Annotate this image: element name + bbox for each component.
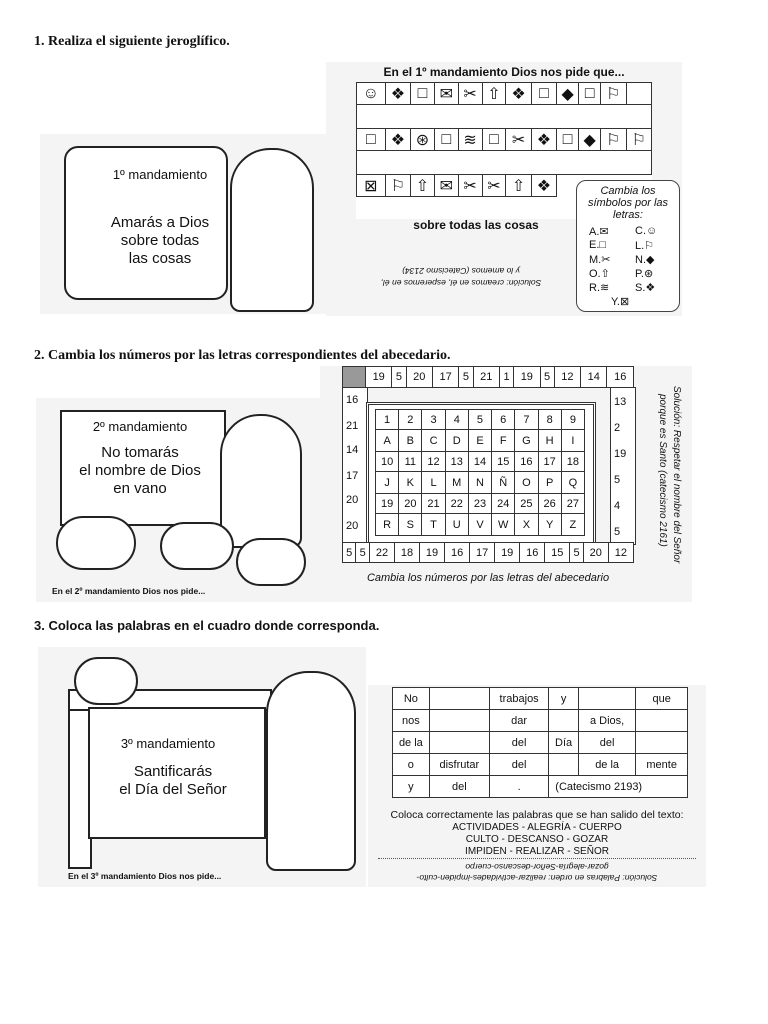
table-cell: 27 bbox=[561, 494, 584, 514]
table-cell: ⚐ bbox=[601, 129, 626, 151]
card-line: Santificarás bbox=[133, 763, 213, 780]
table-cell: disfrutar bbox=[429, 754, 489, 776]
table-cell: 12 bbox=[422, 452, 445, 472]
table-cell: que bbox=[636, 688, 688, 710]
top-number-row bbox=[342, 366, 634, 388]
table-cell: 14 bbox=[468, 452, 491, 472]
table-cell: ✂ bbox=[506, 129, 531, 151]
table-cell: W bbox=[492, 514, 515, 536]
table-cell: ❖ bbox=[506, 83, 531, 105]
table-cell: 5 bbox=[356, 543, 369, 563]
table-cell: ⇧ bbox=[411, 175, 435, 197]
table-cell: J bbox=[376, 472, 399, 494]
cell: 17 bbox=[346, 470, 359, 482]
table-cell: 15 bbox=[492, 452, 515, 472]
table-cell: del bbox=[429, 776, 489, 798]
card-title: 1º mandamiento bbox=[112, 167, 208, 182]
commandment2-card bbox=[36, 398, 320, 602]
table-cell: 12 bbox=[608, 543, 633, 563]
table-cell: 26 bbox=[538, 494, 561, 514]
table-cell bbox=[429, 688, 489, 710]
solution-line: Solución: Palabras en orden: realizar-actividades-impiden-culto- bbox=[416, 873, 658, 883]
table-cell: ⚐ bbox=[601, 83, 626, 105]
table-cell: 5 bbox=[392, 367, 406, 388]
table-cell: C bbox=[422, 430, 445, 452]
table-cell: del bbox=[489, 732, 548, 754]
solution-line: gozar-alegría-Señor-descanso-cuerpo bbox=[465, 862, 609, 872]
table-cell: del bbox=[489, 754, 548, 776]
table-cell: L bbox=[422, 472, 445, 494]
table-cell: 8 bbox=[538, 410, 561, 430]
table-cell: □ bbox=[482, 129, 506, 151]
puzzle-footer: Cambia los números por las letras del abecedario bbox=[366, 572, 610, 584]
table-cell: A bbox=[376, 430, 399, 452]
legend-item: M.✂ bbox=[589, 254, 611, 266]
table-cell: 16 bbox=[515, 452, 538, 472]
legend-item: N.◆ bbox=[635, 254, 655, 266]
section1-heading: 1. Realiza el siguiente jeroglífico. bbox=[34, 34, 230, 49]
cell: 16 bbox=[346, 394, 359, 406]
table-cell bbox=[549, 754, 579, 776]
alphabet-key-table bbox=[375, 409, 585, 536]
table-cell: V bbox=[468, 514, 491, 536]
table-cell: 1 bbox=[499, 367, 513, 388]
table-cell: ❖ bbox=[531, 129, 556, 151]
table-cell: ◆ bbox=[557, 83, 579, 105]
table-cell: 5 bbox=[540, 367, 554, 388]
table-cell: Z bbox=[561, 514, 584, 536]
table-cell: 18 bbox=[561, 452, 584, 472]
divider bbox=[378, 858, 696, 859]
solution-line: Solución: Respetar el nombre del Señor bbox=[671, 386, 682, 564]
commandment1-card bbox=[40, 134, 327, 314]
table-cell bbox=[343, 367, 366, 388]
word-puzzle bbox=[368, 685, 706, 887]
table-cell: . bbox=[489, 776, 548, 798]
legend-title: Cambia los símbolos por las letras: bbox=[587, 185, 669, 221]
table-cell: (Catecismo 2193) bbox=[549, 776, 688, 798]
table-cell: ✂ bbox=[458, 83, 482, 105]
card-caption: En el 3º mandamiento Dios nos pide... bbox=[68, 871, 222, 881]
table-cell: dar bbox=[489, 710, 548, 732]
table-cell: 23 bbox=[468, 494, 491, 514]
table-cell: ☺ bbox=[357, 83, 386, 105]
left-number-column bbox=[342, 387, 368, 545]
table-cell: 17 bbox=[470, 543, 495, 563]
table-cell: ⚐ bbox=[626, 129, 651, 151]
table-cell: nos bbox=[393, 710, 430, 732]
hieroglyph-puzzle bbox=[326, 62, 682, 316]
card-title: 2º mandamiento bbox=[92, 419, 188, 434]
table-cell bbox=[636, 732, 688, 754]
boy-illustration bbox=[266, 671, 356, 871]
table-cell: 24 bbox=[492, 494, 515, 514]
table-cell: 5 bbox=[459, 367, 473, 388]
table-cell: D bbox=[445, 430, 468, 452]
legend-item: R.≋ bbox=[589, 282, 610, 294]
sheep-illustration bbox=[56, 516, 136, 570]
card-line: sobre todas bbox=[120, 232, 200, 249]
table-cell: o bbox=[393, 754, 430, 776]
table-cell: y bbox=[393, 776, 430, 798]
table-cell: 21 bbox=[422, 494, 445, 514]
table-cell: 9 bbox=[561, 410, 584, 430]
table-cell: 16 bbox=[607, 367, 634, 388]
table-cell: ◆ bbox=[579, 129, 601, 151]
table-cell: F bbox=[492, 430, 515, 452]
table-cell: 22 bbox=[369, 543, 394, 563]
number-puzzle bbox=[320, 366, 692, 602]
card-line: Amarás a Dios bbox=[110, 214, 210, 231]
table-cell: O bbox=[515, 472, 538, 494]
table-cell: T bbox=[422, 514, 445, 536]
instruction: Coloca correctamente las palabras que se han salido del texto: bbox=[390, 809, 684, 821]
table-cell: P bbox=[538, 472, 561, 494]
table-cell: 20 bbox=[406, 367, 432, 388]
table-cell: ⊛ bbox=[411, 129, 435, 151]
table-cell: R bbox=[376, 514, 399, 536]
card-line: el nombre de Dios bbox=[79, 462, 201, 479]
table-cell: 19 bbox=[366, 367, 392, 388]
table-cell bbox=[549, 710, 579, 732]
table-cell: a Dios, bbox=[578, 710, 636, 732]
cell: 20 bbox=[346, 494, 359, 506]
table-cell: 6 bbox=[492, 410, 515, 430]
table-cell: 1 bbox=[376, 410, 399, 430]
table-cell: ❖ bbox=[385, 129, 410, 151]
table-cell: 11 bbox=[399, 452, 422, 472]
bottom-number-row bbox=[342, 542, 634, 563]
commandment3-card bbox=[38, 647, 366, 887]
table-cell: 3 bbox=[422, 410, 445, 430]
table-cell: U bbox=[445, 514, 468, 536]
word-list-line: IMPIDEN - REALIZAR - SEÑOR bbox=[465, 846, 609, 857]
rooster-illustration bbox=[74, 657, 138, 705]
table-cell: trabajos bbox=[489, 688, 548, 710]
solution-line: porque es Santo (catecismo 2161) bbox=[657, 394, 668, 547]
table-cell: y bbox=[549, 688, 579, 710]
table-cell: ⇧ bbox=[506, 175, 531, 197]
table-cell: H bbox=[538, 430, 561, 452]
legend-item: P.⊛ bbox=[635, 268, 654, 280]
table-cell: ✂ bbox=[458, 175, 482, 197]
table-cell: M bbox=[445, 472, 468, 494]
table-cell: B bbox=[399, 430, 422, 452]
table-cell: 18 bbox=[394, 543, 419, 563]
table-cell: Ñ bbox=[492, 472, 515, 494]
boy-illustration bbox=[230, 148, 314, 312]
table-cell: No bbox=[393, 688, 430, 710]
table-cell: 17 bbox=[538, 452, 561, 472]
cell: 2 bbox=[614, 422, 621, 434]
table-cell: □ bbox=[557, 129, 579, 151]
cell: 5 bbox=[614, 526, 621, 538]
table-cell: N bbox=[468, 472, 491, 494]
word-list-line: ACTIVIDADES - ALEGRÍA - CUERPO bbox=[452, 822, 622, 833]
table-cell: de la bbox=[393, 732, 430, 754]
table-cell: 5 bbox=[570, 543, 583, 563]
table-cell: 7 bbox=[515, 410, 538, 430]
word-list-line: CULTO - DESCANSO - GOZAR bbox=[465, 834, 609, 845]
card-line: el Día del Señor bbox=[119, 781, 227, 798]
table-cell: Q bbox=[561, 472, 584, 494]
table-cell: ⇧ bbox=[482, 83, 506, 105]
table-cell: □ bbox=[531, 83, 556, 105]
table-cell bbox=[626, 83, 651, 105]
section3-heading: 3. Coloca las palabras en el cuadro donde corresponda. bbox=[34, 618, 380, 633]
table-cell: 16 bbox=[445, 543, 470, 563]
table-cell bbox=[357, 151, 652, 175]
cell: 20 bbox=[346, 520, 359, 532]
table-cell: de la bbox=[578, 754, 636, 776]
legend-item: Y.⊠ bbox=[611, 296, 630, 308]
puzzle-title: En el 1º mandamiento Dios nos pide que... bbox=[383, 65, 625, 79]
table-cell: Y bbox=[538, 514, 561, 536]
cell: 19 bbox=[614, 448, 627, 460]
table-cell: I bbox=[561, 430, 584, 452]
legend-item: A.✉ bbox=[589, 226, 609, 238]
card-line: en vano bbox=[113, 480, 167, 497]
table-cell: ✉ bbox=[434, 175, 458, 197]
boy-illustration bbox=[220, 414, 302, 548]
table-cell: ❖ bbox=[385, 83, 410, 105]
table-cell: 17 bbox=[432, 367, 458, 388]
table-cell: 19 bbox=[514, 367, 540, 388]
legend-item: L.⚐ bbox=[635, 240, 655, 252]
table-cell: □ bbox=[434, 129, 458, 151]
legend-item: E.□ bbox=[589, 239, 607, 251]
table-cell: X bbox=[515, 514, 538, 536]
table-cell: 10 bbox=[376, 452, 399, 472]
table-cell: 13 bbox=[445, 452, 468, 472]
puzzle-footer: sobre todas las cosas bbox=[413, 218, 539, 232]
legend-item: O.⇧ bbox=[589, 268, 610, 280]
cell: 5 bbox=[614, 474, 621, 486]
table-cell: 19 bbox=[376, 494, 399, 514]
table-cell: 25 bbox=[515, 494, 538, 514]
alphabet-key bbox=[366, 402, 596, 546]
sheep-illustration bbox=[236, 538, 306, 586]
legend-item: S.❖ bbox=[635, 282, 656, 294]
table-cell: 5 bbox=[343, 543, 356, 563]
card-line: No tomarás bbox=[101, 444, 179, 461]
table-cell: 20 bbox=[399, 494, 422, 514]
table-cell: E bbox=[468, 430, 491, 452]
table-cell: 21 bbox=[473, 367, 499, 388]
table-cell: 2 bbox=[399, 410, 422, 430]
symbol-legend bbox=[576, 180, 680, 312]
table-cell: 15 bbox=[545, 543, 570, 563]
table-cell: G bbox=[515, 430, 538, 452]
table-cell: □ bbox=[411, 83, 435, 105]
table-cell: 14 bbox=[581, 367, 607, 388]
table-cell: 4 bbox=[445, 410, 468, 430]
table-cell: 20 bbox=[583, 543, 608, 563]
table-cell: mente bbox=[636, 754, 688, 776]
cell: 4 bbox=[614, 500, 621, 512]
cell: 21 bbox=[346, 420, 359, 432]
card-title: 3º mandamiento bbox=[120, 736, 216, 751]
table-cell: 19 bbox=[420, 543, 445, 563]
table-cell: ✉ bbox=[434, 83, 458, 105]
table-cell: ❖ bbox=[531, 175, 556, 197]
cell: 13 bbox=[614, 396, 627, 408]
table-cell: □ bbox=[579, 83, 601, 105]
table-cell: S bbox=[399, 514, 422, 536]
word-table bbox=[392, 687, 688, 798]
table-cell: ✂ bbox=[482, 175, 506, 197]
table-cell bbox=[578, 688, 636, 710]
table-cell bbox=[429, 710, 489, 732]
table-cell: ⊠ bbox=[357, 175, 386, 197]
table-cell: Día bbox=[549, 732, 579, 754]
table-cell: 12 bbox=[554, 367, 580, 388]
table-cell: K bbox=[399, 472, 422, 494]
cell: 14 bbox=[346, 444, 359, 456]
table-cell: 19 bbox=[495, 543, 520, 563]
sheep-illustration bbox=[160, 522, 234, 570]
section2-heading: 2. Cambia los números por las letras correspondientes del abecedario. bbox=[34, 348, 451, 363]
table-cell: ≋ bbox=[458, 129, 482, 151]
table-cell: 16 bbox=[520, 543, 545, 563]
solution-line: y lo amemos (Catecismo 2134) bbox=[402, 266, 520, 276]
card-line: las cosas bbox=[128, 250, 192, 267]
table-cell: □ bbox=[357, 129, 386, 151]
table-cell: 22 bbox=[445, 494, 468, 514]
table-cell: 5 bbox=[468, 410, 491, 430]
table-cell bbox=[357, 105, 652, 129]
legend-item: C.☺ bbox=[635, 225, 658, 237]
card-caption: En el 2º mandamiento Dios nos pide... bbox=[52, 586, 206, 596]
table-cell: del bbox=[578, 732, 636, 754]
table-cell bbox=[636, 710, 688, 732]
table-cell: ⚐ bbox=[385, 175, 410, 197]
table-cell bbox=[429, 732, 489, 754]
right-number-column bbox=[610, 387, 636, 545]
solution-line: Solución: creamos en él, esperemos en él, bbox=[380, 278, 542, 288]
